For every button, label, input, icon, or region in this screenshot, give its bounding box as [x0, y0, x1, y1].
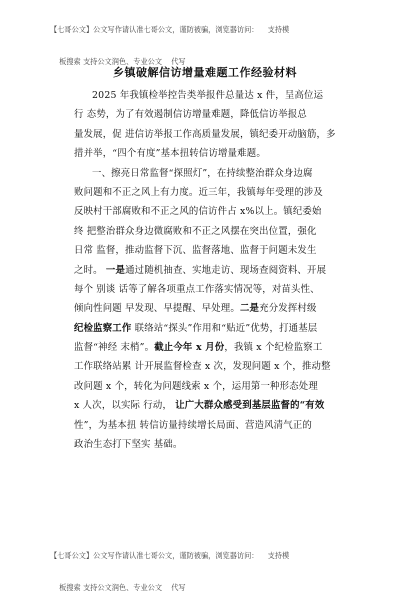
- header-banner-line-1: 【七哥公文】公文写作请认准七哥公文，谨防被骗，浏览器访问： 支持模: [50, 25, 290, 34]
- body-line: [74, 261, 352, 280]
- body-line: 行 态势，为了有效遏制信访增量难题，降低信访举报总: [74, 109, 307, 121]
- body-bold-segment: 二是: [239, 303, 260, 315]
- body-segment: 联络站“探头”作用和“贴近”优势，打通基层: [131, 322, 318, 334]
- body-bold-segment: 截止今年 x 月份: [154, 342, 225, 354]
- body-line: 反映村干部腐败和不正之风的信访件占 x%以上。镇纪委始: [74, 206, 322, 218]
- body-bold-segment: 一是: [105, 264, 126, 276]
- body-bold-segment: 纪检监察工作: [74, 322, 132, 334]
- body-line: 每个 别谈 话等了解各项重点工作落实情况等，对苗头性、: [74, 283, 320, 295]
- body-line: [74, 396, 352, 415]
- body-line: 败问题和不正之风上有力度。近三年，我镇每年受理的涉及: [74, 186, 323, 198]
- body-segment: x 人次，以实际 行动: [74, 400, 163, 412]
- body-bold-segment: 让广大群众感受到基层监督的“有效: [175, 400, 325, 412]
- body-line: 工作联络站累 计开展监督检查 x 次，发现问题 x 个，推动整: [74, 361, 331, 373]
- body-segment: ，我镇 x 个纪检监察工: [224, 342, 323, 354]
- body-segment: 通过随机抽查、实地走访、现场查阅资料、开展: [125, 264, 327, 276]
- body-segment: 倾向性问题 早发现、早提醒、早处理。: [74, 303, 240, 315]
- body-line: 一、擦亮日常监督“探照灯”，在持续整治群众身边腐: [92, 167, 313, 179]
- body-line: 性”，为基本扭 转信访量持续增长局面、营造风清气正的: [74, 419, 312, 431]
- footer-banner-line-2: 板搜索 支持公文润色、专业公文 代写: [50, 582, 186, 592]
- footer-banner: [50, 530, 368, 614]
- body-segment: 之时。: [74, 264, 103, 276]
- body-segment: ，: [162, 400, 173, 412]
- body-line: 量发展，促 进信访举报工作高质量发展，镇纪委开动脑筋，多: [74, 128, 336, 140]
- body-line: [74, 299, 352, 318]
- body-line: 政治生态打下坚实 基础。: [74, 439, 183, 451]
- body-line: [74, 338, 352, 357]
- document-title: 乡镇破解信访增量难题工作经验材料: [113, 66, 297, 79]
- body-line: 日常 监督，推动监督下沉、监督落地、监督于问题未发生: [74, 245, 317, 257]
- body-segment: 充分发挥村级: [259, 303, 317, 315]
- body-line: 措并举，“四个有度”基本扭转信访增量难题。: [74, 148, 266, 160]
- header-banner-line-2: 板搜索 支持公文润色、专业公文 代写: [50, 56, 186, 66]
- body-line: [74, 319, 352, 338]
- body-line: 终 把整治群众身边微腐败和不正之风摆在突出位置，强化: [74, 225, 317, 237]
- footer-banner-line-1: 【七哥公文】公文写作请认准七哥公文，谨防被骗，浏览器访问： 支持模: [50, 551, 290, 560]
- document-body: [74, 86, 352, 454]
- body-segment: 监督“神经 末梢”。: [74, 342, 155, 354]
- body-line: 2025 年我镇检举控告类举报件总量达 x 件，呈高位运: [92, 90, 324, 101]
- body-line: 改问题 x 个，转化为问题线索 x 个，运用第一种形态处理: [74, 380, 318, 392]
